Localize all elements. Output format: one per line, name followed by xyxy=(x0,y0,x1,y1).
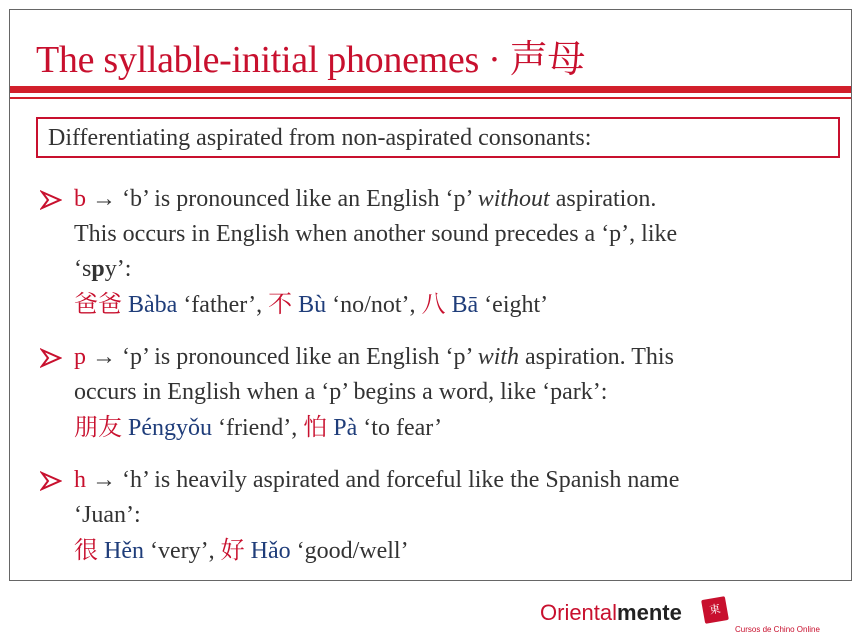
bullet-b-line-3 xyxy=(40,252,830,287)
bullet-h-line-2: ‘Juan’: xyxy=(74,502,141,528)
bullet-b-line-1 xyxy=(40,182,830,217)
english-gloss: ‘very’, xyxy=(143,538,221,564)
chinese-word: 不 xyxy=(268,290,293,318)
arrowhead-bullet-icon xyxy=(40,348,62,368)
arrow-icon: → xyxy=(92,344,116,370)
pinyin-word: Bàba xyxy=(122,292,178,318)
chinese-word: 好 xyxy=(220,536,245,564)
chinese-word: 八 xyxy=(421,290,446,318)
bullet-text: aspiration. xyxy=(549,186,657,212)
bullet-text: y’: xyxy=(104,256,132,282)
bullet-p-line-1 xyxy=(40,340,830,375)
english-gloss: ‘friend’, xyxy=(212,415,304,441)
title-rule-thick xyxy=(10,86,851,93)
seal-icon xyxy=(701,596,729,624)
bullet-text: aspiration. This xyxy=(519,344,674,370)
letter-h: h xyxy=(74,467,86,493)
english-gloss: ‘good/well’ xyxy=(290,538,409,564)
pinyin-word: Hǎo xyxy=(244,538,291,564)
english-gloss: ‘to fear’ xyxy=(357,415,443,441)
pinyin-word: Bā xyxy=(445,292,479,318)
english-gloss: ‘eight’ xyxy=(478,292,549,318)
title-rule-thin xyxy=(10,97,851,99)
seal-text: 東 xyxy=(708,602,722,617)
english-gloss: ‘father’, xyxy=(177,292,269,318)
brand-tagline: Cursos de Chino Online xyxy=(735,625,820,634)
bullet-text: ‘b’ is pronounced like an English ‘p’ xyxy=(122,186,478,212)
bullet-h-line-1 xyxy=(40,463,830,498)
pinyin-word: Pà xyxy=(327,415,358,441)
bullet-h-examples xyxy=(40,533,830,569)
brand-name-part-1: Oriental xyxy=(540,600,618,625)
bullet-text: ‘p’ is pronounced like an English ‘p’ xyxy=(122,344,478,370)
letter-p: p xyxy=(74,344,86,370)
bullet-text: ‘s xyxy=(74,256,92,282)
chinese-word: 爸爸 xyxy=(74,290,122,318)
chinese-word: 很 xyxy=(74,536,98,564)
pinyin-word: Hěn xyxy=(98,538,144,564)
chinese-word: 朋友 xyxy=(74,413,122,441)
bullet-b-line-2: This occurs in English when another sound precedes a ‘p’, like xyxy=(74,221,678,247)
bullet-b-examples xyxy=(40,287,830,323)
arrowhead-bullet-icon xyxy=(40,190,62,210)
chinese-word: 怕 xyxy=(303,413,328,441)
english-gloss: ‘no/not’, xyxy=(326,292,422,318)
bullet-h xyxy=(40,463,830,569)
pinyin-word: Péngyǒu xyxy=(122,415,212,441)
emphasis-text: with xyxy=(477,344,520,370)
arrow-icon: → xyxy=(92,467,116,493)
emphasis-text: p xyxy=(91,256,105,282)
bullet-p-line-2: occurs in English when a ‘p’ begins a word, like ‘park’: xyxy=(74,379,608,405)
subtitle-box xyxy=(36,117,840,158)
bullet-b xyxy=(40,182,830,323)
bullet-p xyxy=(40,340,830,446)
bullet-p-examples xyxy=(40,410,830,446)
arrowhead-bullet-icon xyxy=(40,471,62,491)
bullet-text: ‘h’ is heavily aspirated and forceful like the Spanish name xyxy=(122,467,680,493)
slide-title: The syllable-initial phonemes · 声母 xyxy=(36,39,586,81)
subtitle-text: Differentiating aspirated from non-aspirated consonants: xyxy=(48,125,592,151)
emphasis-text: without xyxy=(477,186,550,212)
pinyin-word: Bù xyxy=(292,292,327,318)
arrow-icon: → xyxy=(92,186,116,212)
brand-name-part-2: mente xyxy=(617,600,682,625)
brand-logo xyxy=(540,600,682,626)
letter-b: b xyxy=(74,186,86,212)
